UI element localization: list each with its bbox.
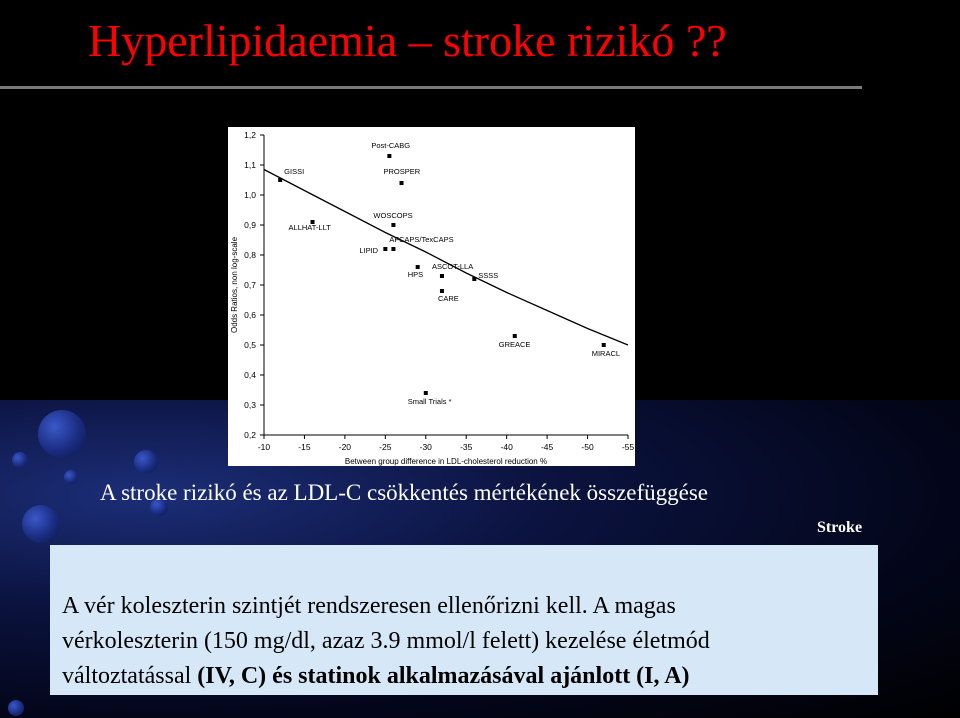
point-label: ASCOT-LLA bbox=[431, 262, 474, 271]
point-label: Post-CABG bbox=[371, 141, 411, 150]
decorative-bubble bbox=[38, 410, 86, 458]
x-tick-label: -45 bbox=[540, 442, 554, 452]
point-label: CARE bbox=[437, 294, 459, 303]
data-point bbox=[383, 247, 387, 251]
point-label: AFCAPS/TexCAPS bbox=[389, 235, 454, 244]
x-axis-title: Between group difference in LDL-cholesterol reduction % bbox=[344, 457, 548, 466]
y-tick-label: 1,0 bbox=[244, 190, 256, 200]
recommendation-line-3-bold: (IV, C) és statinok alkalmazásával ajánlott (I, A) bbox=[197, 663, 690, 689]
data-point bbox=[472, 277, 476, 281]
y-axis-title: Odds Ratios, non log-scale bbox=[230, 236, 239, 334]
recommendation-line-3-plain: változtatással bbox=[62, 663, 198, 689]
data-point bbox=[416, 265, 420, 269]
recommendation-text bbox=[62, 589, 710, 694]
y-tick-label: 0,6 bbox=[244, 310, 256, 320]
x-tick-label: -50 bbox=[581, 442, 594, 452]
x-tick-label: -15 bbox=[298, 442, 311, 452]
point-label: GREACE bbox=[498, 340, 531, 349]
x-tick-label: -55 bbox=[621, 442, 635, 452]
chart-panel bbox=[228, 127, 635, 466]
point-label: GISSI bbox=[284, 167, 305, 176]
x-tick-label: -20 bbox=[338, 442, 352, 452]
decorative-bubble bbox=[134, 450, 158, 474]
data-point bbox=[278, 178, 282, 182]
data-point bbox=[440, 274, 444, 278]
data-point bbox=[602, 343, 606, 347]
data-point bbox=[387, 154, 391, 158]
y-tick-label: 1,2 bbox=[244, 130, 256, 140]
point-label: LIPID bbox=[359, 246, 379, 255]
point-label: SSSS bbox=[478, 271, 499, 280]
point-label: Small Trials * bbox=[407, 397, 452, 406]
slide-title: Hyperlipidaemia – stroke rizikó ?? bbox=[88, 15, 727, 66]
point-label: HPS bbox=[407, 270, 424, 279]
y-tick-label: 0,9 bbox=[244, 220, 256, 230]
source-label: Stroke bbox=[817, 519, 863, 536]
x-tick-label: -10 bbox=[257, 442, 271, 452]
data-point bbox=[513, 334, 517, 338]
decorative-bubble bbox=[8, 700, 24, 716]
data-point bbox=[391, 247, 395, 251]
point-label: WOSCOPS bbox=[373, 211, 413, 220]
chart-caption: A stroke rizikó és az LDL-C csökkentés mértékének összefüggése bbox=[100, 480, 709, 505]
y-tick-label: 0,8 bbox=[244, 250, 256, 260]
data-point bbox=[400, 181, 404, 185]
x-tick-label: -25 bbox=[379, 442, 392, 452]
data-point bbox=[424, 391, 428, 395]
decorative-bubble bbox=[22, 505, 60, 543]
x-tick-label: -40 bbox=[500, 442, 513, 452]
x-tick-label: -30 bbox=[419, 442, 432, 452]
y-tick-label: 0,2 bbox=[244, 430, 256, 440]
y-tick-label: 0,4 bbox=[244, 370, 256, 380]
point-label: ALLHAT-LLT bbox=[288, 223, 331, 232]
y-tick-label: 0,7 bbox=[244, 280, 256, 290]
recommendation-line-2: vérkoleszterin (150 mg/dl, azaz 3.9 mmol/l felett) kezelése életmód bbox=[62, 628, 710, 654]
point-label: MIRACL bbox=[591, 349, 621, 358]
decorative-bubble bbox=[12, 452, 28, 468]
data-point bbox=[391, 223, 395, 227]
recommendation-line-1: A vér koleszterin szintjét rendszeresen ellenőrizni kell. A magas bbox=[62, 593, 676, 619]
decorative-bubble bbox=[64, 470, 78, 484]
recommendation-box bbox=[50, 545, 878, 695]
y-tick-label: 0,5 bbox=[244, 340, 256, 350]
point-label: PROSPER bbox=[383, 167, 421, 176]
x-tick-label: -35 bbox=[460, 442, 473, 452]
data-point bbox=[440, 289, 444, 293]
y-tick-label: 0,3 bbox=[244, 400, 256, 410]
y-tick-label: 1,1 bbox=[244, 160, 256, 170]
regression-curve bbox=[264, 170, 628, 346]
title-divider bbox=[0, 86, 862, 89]
odds-ratio-chart bbox=[228, 127, 635, 466]
